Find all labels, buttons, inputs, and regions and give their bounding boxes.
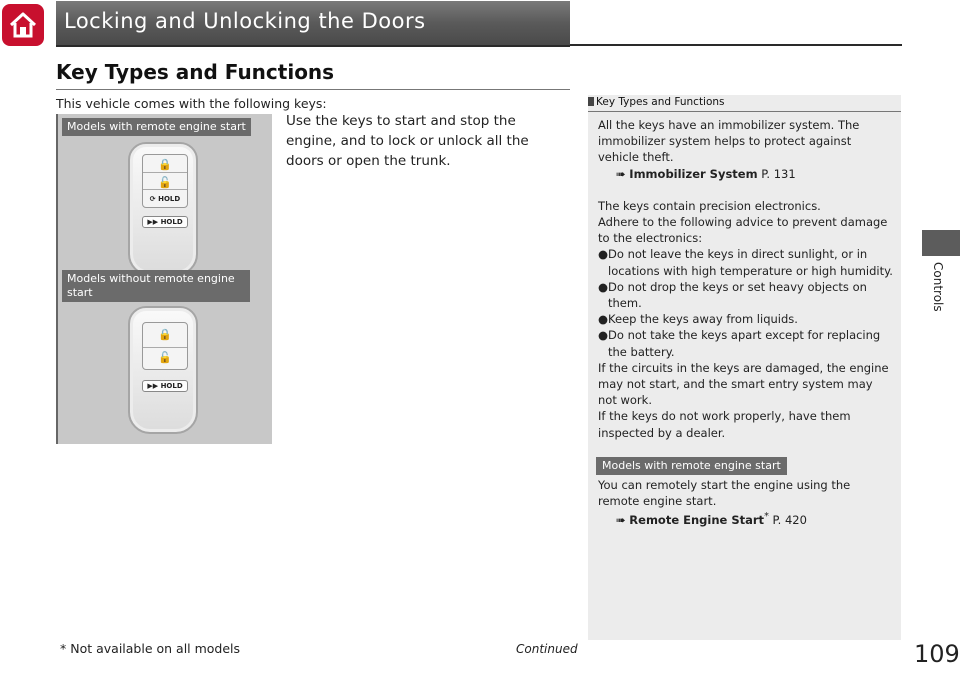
bullet-text: Do not leave the keys in direct sunlight, or in locations with high temperature or high humidity.: [608, 247, 893, 278]
remote-start-button: ⟳ HOLD: [143, 189, 187, 208]
footnote: * Not available on all models: [60, 641, 241, 656]
sidebar-paragraph: All the keys have an immobilizer system. The immobilizer system helps to protect against vehicle theft.: [598, 118, 860, 165]
section-divider: [56, 89, 570, 90]
unlock-icon: 🔓: [143, 172, 187, 191]
model-tag-no-remote-start: Models without remote engine start: [62, 270, 250, 302]
page-title-bar: [56, 1, 570, 47]
page-title: Locking and Unlocking the Doors: [64, 9, 426, 33]
hold-label: HOLD: [160, 218, 183, 226]
sidebar-paragraph: If the circuits in the keys are damaged, the engine may not start, and the smart entry system may not work.: [598, 360, 889, 408]
sidebar-paragraph: You can remotely start the engine using the remote engine start.: [598, 478, 851, 509]
sidebar-content: [598, 117, 894, 529]
ref-page: P. 420: [772, 513, 807, 528]
cross-reference-immobilizer[interactable]: [598, 166, 894, 182]
fob-button-panel: [142, 154, 188, 208]
arrow-ref-icon: ➠: [616, 166, 630, 181]
key-fob-standard: [128, 306, 198, 434]
bullet-text: Do not drop the keys or set heavy objects on them.: [608, 279, 867, 311]
hold-label: HOLD: [158, 195, 181, 203]
unlock-icon: 🔓: [143, 347, 187, 366]
ref-title: Immobilizer System: [629, 166, 758, 181]
continued-label: Continued: [516, 642, 578, 656]
key-fob-illustration: [56, 114, 272, 444]
sidebar-paragraph: Adhere to the following advice to prevent damage to the electronics:: [598, 215, 888, 246]
fob-button-panel: [142, 322, 188, 370]
bullet-item: ●Do not leave the keys in direct sunlight, or in locations with high temperature or high humidity.: [598, 247, 893, 278]
sidebar-header: [588, 96, 725, 108]
sidebar-model-tag: Models with remote engine start: [596, 457, 787, 475]
trunk-button: ▶▶ HOLD: [142, 216, 188, 228]
arrow-ref-icon: ➠: [616, 513, 630, 528]
lock-icon: 🔒: [158, 157, 172, 171]
sidebar-header-text: Key Types and Functions: [596, 96, 725, 108]
ref-footnote-star: *: [764, 511, 769, 523]
intro-text: This vehicle comes with the following keys:: [56, 96, 327, 111]
key-fob-remote-start: [128, 142, 198, 276]
bullet-item: ●Keep the keys away from liquids.: [598, 312, 798, 327]
note-icon: [588, 97, 594, 106]
cross-reference-remote-start[interactable]: [598, 509, 894, 528]
ref-page: P. 131: [761, 166, 796, 181]
title-divider: [570, 44, 902, 46]
sidebar-paragraph: If the keys do not work properly, have them inspected by a dealer.: [598, 409, 851, 440]
page-number: 109: [914, 640, 960, 668]
chapter-tab[interactable]: [922, 230, 960, 256]
sidebar-paragraph: The keys contain precision electronics.: [598, 198, 821, 213]
model-tag-remote-start: Models with remote engine start: [62, 118, 251, 136]
bullet-text: Do not take the keys apart except for replacing the battery.: [608, 328, 881, 359]
bullet-item: ●Do not drop the keys or set heavy objects on them.: [598, 279, 867, 311]
sidebar-divider: [588, 111, 901, 112]
hold-label: HOLD: [160, 382, 183, 390]
home-icon: [8, 11, 38, 39]
ref-title: Remote Engine Start: [629, 513, 765, 528]
section-title: Key Types and Functions: [56, 60, 335, 84]
bullet-text: Keep the keys away from liquids.: [608, 312, 798, 327]
trunk-button: ▶▶ HOLD: [142, 380, 188, 392]
chapter-label: Controls: [931, 262, 945, 312]
body-text: Use the keys to start and stop the engine, and to lock or unlock all the doors or open the trunk.: [286, 113, 529, 169]
bullet-item: ●Do not take the keys apart except for replacing the battery.: [598, 328, 881, 359]
lock-icon: 🔒: [158, 327, 172, 341]
home-button[interactable]: [2, 4, 44, 46]
